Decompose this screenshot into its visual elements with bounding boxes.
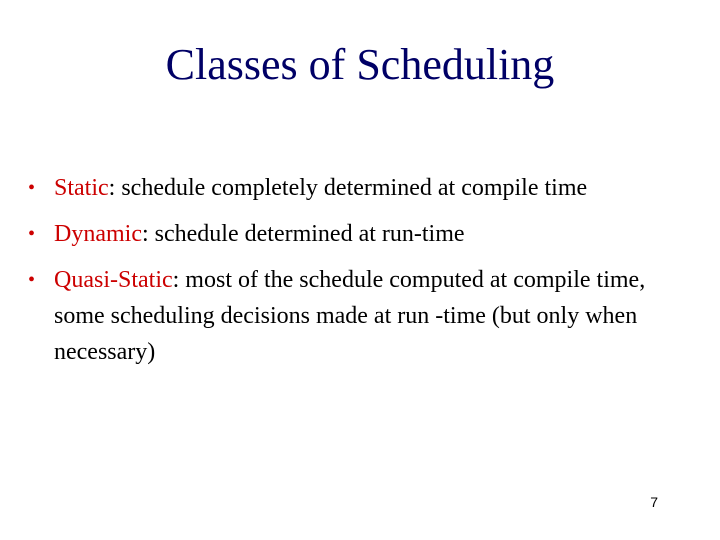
bullet-description: : most of the schedule computed at compile time, some scheduling decisions made at run -time (but only when necessary) [54, 267, 646, 365]
bullet-icon: • [28, 223, 36, 245]
bullet-description: : schedule determined at run-time [141, 221, 465, 247]
slide-title: Classes of Scheduling [165, 40, 555, 89]
bullet-item-static [28, 170, 698, 206]
bullet-term: Static [54, 175, 109, 201]
bullet-description: : schedule completely determined at compile time [108, 175, 588, 201]
bullet-item-quasi-static [28, 262, 698, 370]
bullet-term: Dynamic [54, 221, 142, 247]
bullet-item-dynamic [28, 216, 698, 252]
bullet-list [28, 170, 698, 380]
bullet-icon: • [28, 177, 36, 199]
bullet-icon: • [28, 269, 36, 291]
page-number: 7 [650, 494, 658, 510]
bullet-term: Quasi-Static [54, 267, 173, 293]
